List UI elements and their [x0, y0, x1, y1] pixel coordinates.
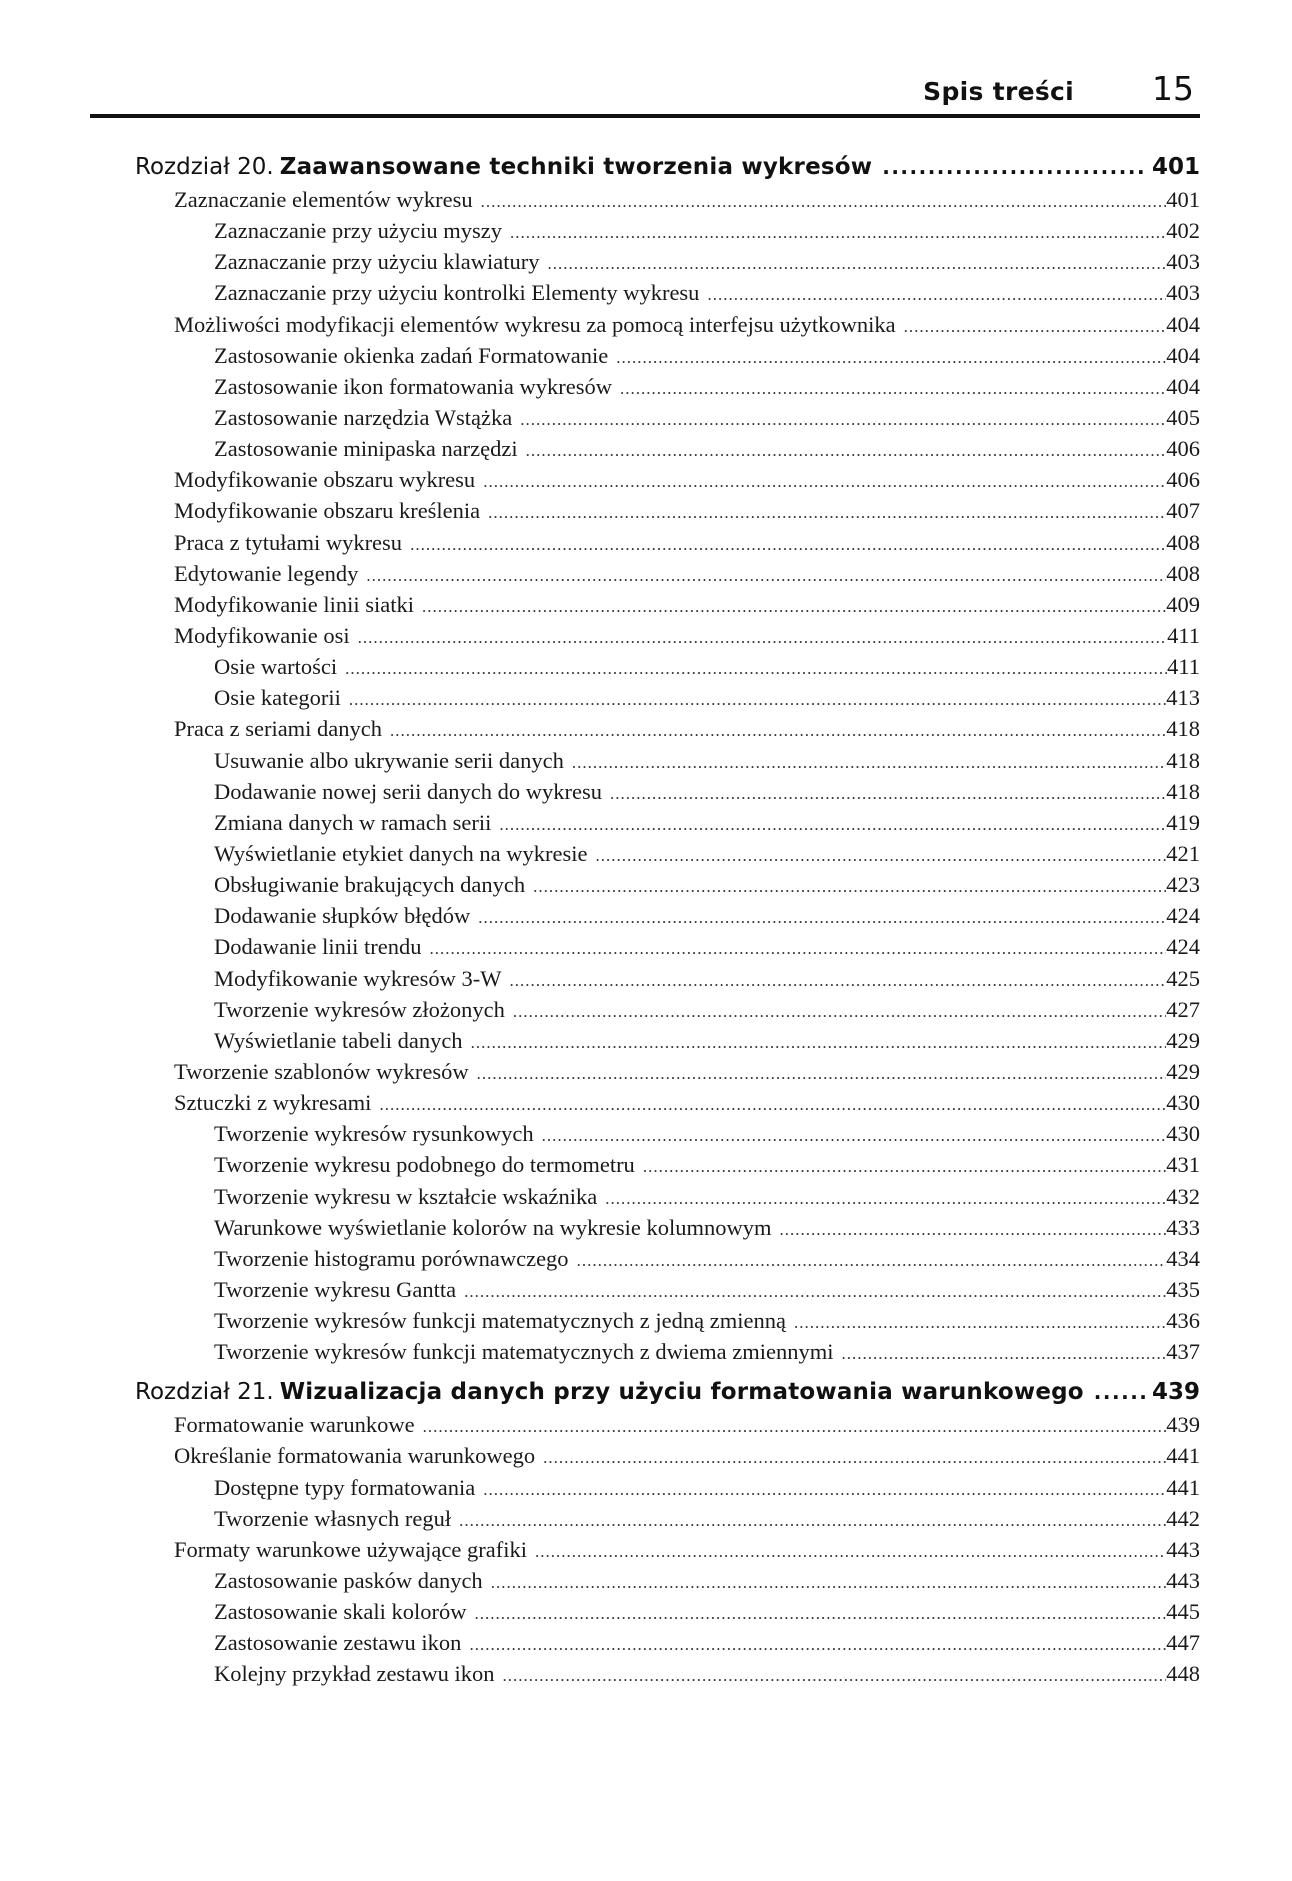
dot-leader — [533, 871, 1166, 902]
toc-entry-title: Sztuczki z wykresami — [174, 1090, 372, 1116]
toc-entry-page: 427 — [1166, 996, 1200, 1022]
toc-subentry[interactable] — [135, 807, 1200, 838]
toc-subentry[interactable] — [135, 838, 1200, 869]
toc-entry-title: Obsługiwanie brakujących danych — [214, 872, 526, 898]
toc-entry-page: 421 — [1166, 840, 1200, 866]
dot-leader — [904, 311, 1167, 342]
toc-subentry[interactable] — [135, 246, 1200, 277]
toc-entry[interactable] — [135, 589, 1200, 620]
chapter-label: Rozdział 20. — [135, 154, 274, 180]
toc-entry-title: Tworzenie wykresów rysunkowych — [214, 1121, 534, 1147]
toc-entry-title: Możliwości modyfikacji elementów wykresu za pomocą interfejsu użytkownika — [174, 311, 896, 337]
toc-entry-page: 411 — [1167, 654, 1200, 680]
dot-leader — [471, 1027, 1167, 1058]
toc-entry-title: Dodawanie linii trendu — [214, 934, 422, 960]
toc-entry-page: 429 — [1166, 1058, 1200, 1084]
toc-entry-title: Zaznaczanie przy użyciu kontrolki Elementy wykresu — [214, 280, 700, 306]
toc-entry-title: Tworzenie wykresu podobnego do termometru — [214, 1152, 635, 1178]
toc-entry-title: Tworzenie wykresu w kształcie wskaźnika — [214, 1183, 598, 1209]
toc-entry-title: Zmiana danych w ramach serii — [214, 809, 492, 835]
toc-subentry[interactable] — [135, 1627, 1200, 1658]
toc-entry-page: 404 — [1166, 373, 1200, 399]
toc-entry-page: 411 — [1167, 622, 1200, 648]
toc-subentry[interactable] — [135, 1243, 1200, 1274]
toc-entry-page: 441 — [1166, 1474, 1200, 1500]
toc-subentry[interactable] — [135, 1149, 1200, 1180]
toc-subentry[interactable] — [135, 1274, 1200, 1305]
toc-subentry[interactable] — [135, 1025, 1200, 1056]
toc-entry-title: Zastosowanie ikon formatowania wykresów — [214, 373, 613, 399]
toc-entry-title: Dodawanie nowej serii danych do wykresu — [214, 778, 603, 804]
toc-entry-title: Zastosowanie minipaska narzędzi — [214, 436, 518, 462]
toc-entry-page: 407 — [1166, 498, 1200, 524]
toc-subentry[interactable] — [135, 340, 1200, 371]
toc-entry-page: 402 — [1166, 218, 1200, 244]
dot-leader — [707, 279, 1166, 310]
chapter-label: Rozdział 21. — [135, 1379, 274, 1406]
toc-entry-page: 436 — [1166, 1308, 1200, 1334]
toc-subentry[interactable] — [135, 963, 1200, 994]
toc-entry-title: Zastosowanie zestawu ikon — [214, 1630, 462, 1656]
toc-subentry[interactable] — [135, 1212, 1200, 1243]
dot-leader — [481, 186, 1167, 217]
chapter-title: Wizualizacja danych przy użyciu formatowania warunkowego — [279, 1379, 1084, 1406]
dot-leader — [535, 1536, 1166, 1567]
running-title: Spis treści — [923, 77, 1074, 106]
dot-leader — [390, 715, 1166, 746]
dot-leader — [616, 342, 1166, 373]
toc-entry-title: Formaty warunkowe używające grafiki — [174, 1536, 527, 1562]
toc-entry-title: Edytowanie legendy — [174, 560, 359, 586]
dot-leader — [349, 684, 1166, 715]
toc-entry-page: 424 — [1166, 934, 1200, 960]
dot-leader — [882, 150, 1148, 184]
toc-entry-title: Określanie formatowania warunkowego — [174, 1443, 536, 1469]
toc-entry-title: Kolejny przykład zestawu ikon — [214, 1661, 495, 1687]
toc-entry-title: Modyfikowanie obszaru kreślenia — [174, 498, 481, 524]
toc-subentry[interactable] — [135, 994, 1200, 1025]
toc-entry-page: 401 — [1166, 187, 1200, 212]
toc-entry-title: Zastosowanie okienka zadań Formatowanie — [214, 342, 609, 368]
toc-entry[interactable] — [135, 527, 1200, 558]
toc-entry-page: 406 — [1166, 467, 1200, 493]
dot-leader — [543, 1442, 1166, 1473]
toc-entry-title: Modyfikowanie obszaru wykresu — [174, 467, 476, 493]
chapter-heading[interactable] — [135, 150, 1200, 184]
toc-entry[interactable] — [135, 464, 1200, 495]
toc-entry-title: Tworzenie wykresu Gantta — [214, 1276, 457, 1302]
dot-leader — [423, 1411, 1167, 1442]
toc-entry-page: 441 — [1166, 1443, 1200, 1469]
toc-entry[interactable] — [135, 1056, 1200, 1087]
toc-entry-title: Modyfikowanie wykresów 3-W — [214, 965, 502, 991]
toc-entry-page: 430 — [1166, 1090, 1200, 1116]
dot-leader — [483, 466, 1166, 497]
toc-entry-title: Modyfikowanie linii siatki — [174, 591, 414, 617]
toc-subentry[interactable] — [135, 433, 1200, 464]
toc-entry[interactable] — [135, 495, 1200, 526]
page-number: 15 — [1152, 69, 1194, 108]
dot-leader — [1094, 1375, 1148, 1409]
toc-entry[interactable] — [135, 713, 1200, 744]
toc-subentry[interactable] — [135, 1118, 1200, 1149]
toc-entry-title: Warunkowe wyświetlanie kolorów na wykresie kolumnowym — [214, 1214, 772, 1240]
toc-subentry[interactable] — [135, 1181, 1200, 1212]
toc-entry-page: 403 — [1166, 280, 1200, 306]
chapter-heading[interactable] — [135, 1375, 1200, 1409]
toc-entry-title: Zastosowanie narzędzia Wstążka — [214, 404, 513, 430]
toc-subentry[interactable] — [135, 682, 1200, 713]
toc-entry-title: Zaznaczanie przy użyciu myszy — [214, 218, 502, 244]
dot-leader — [358, 622, 1167, 653]
toc-entry-page: 437 — [1166, 1339, 1200, 1365]
dot-leader — [379, 1089, 1166, 1120]
toc-subentry[interactable] — [135, 1305, 1200, 1336]
toc-entry-page: 430 — [1166, 1121, 1200, 1147]
toc-subentry[interactable] — [135, 402, 1200, 433]
dot-leader — [605, 1183, 1166, 1214]
toc-entry-page: 408 — [1166, 529, 1200, 555]
toc-entry-page: 409 — [1166, 591, 1200, 617]
dot-leader — [345, 653, 1167, 684]
chapter-page: 439 — [1151, 1379, 1200, 1406]
toc-entry[interactable] — [135, 1440, 1200, 1471]
toc-entry-title: Praca z tytułami wykresu — [174, 529, 403, 555]
dot-leader — [366, 560, 1166, 591]
toc-entry-page: 442 — [1166, 1505, 1200, 1531]
toc-subentry[interactable] — [135, 1565, 1200, 1596]
toc-entry-page: 433 — [1166, 1214, 1200, 1240]
toc-entry-page: 445 — [1166, 1599, 1200, 1625]
dot-leader — [520, 404, 1166, 435]
toc-entry-page: 429 — [1166, 1027, 1200, 1053]
dot-leader — [491, 1567, 1167, 1598]
toc-entry-page: 423 — [1166, 872, 1200, 898]
toc-subentry[interactable] — [135, 776, 1200, 807]
dot-leader — [459, 1505, 1166, 1536]
toc-entry[interactable] — [135, 184, 1200, 215]
toc-subentry[interactable] — [135, 745, 1200, 776]
toc-entry-page: 439 — [1166, 1412, 1200, 1438]
chapter-title: Zaawansowane techniki tworzenia wykresów — [279, 154, 873, 180]
toc-entry-title: Tworzenie wykresów funkcji matematycznych z dwiema zmiennymi — [214, 1339, 834, 1365]
toc-subentry[interactable] — [135, 1658, 1200, 1689]
dot-leader — [542, 1120, 1167, 1151]
dot-leader — [577, 1245, 1167, 1276]
toc-entry-title: Wyświetlanie tabeli danych — [214, 1027, 463, 1053]
toc-entry-page: 418 — [1166, 747, 1200, 773]
toc-subentry[interactable] — [135, 1472, 1200, 1503]
toc-subentry[interactable] — [135, 1336, 1200, 1367]
dot-leader — [488, 497, 1166, 528]
dot-leader — [510, 217, 1166, 248]
toc-subentry[interactable] — [135, 1503, 1200, 1534]
toc-subentry[interactable] — [135, 1596, 1200, 1627]
toc-subentry[interactable] — [135, 277, 1200, 308]
toc-entry[interactable] — [135, 1087, 1200, 1118]
dot-leader — [474, 1598, 1166, 1629]
dot-leader — [620, 373, 1166, 404]
toc-entry-title: Zaznaczanie przy użyciu klawiatury — [214, 249, 540, 275]
toc-entry[interactable] — [135, 1534, 1200, 1565]
toc-entry-title: Tworzenie wykresów złożonych — [214, 996, 505, 1022]
dot-leader — [410, 529, 1166, 560]
toc-entry-title: Modyfikowanie osi — [174, 622, 350, 648]
toc-entry-title: Dodawanie słupków błędów — [214, 903, 471, 929]
toc-entry-page: 419 — [1166, 809, 1200, 835]
toc-subentry[interactable] — [135, 869, 1200, 900]
toc-entry-title: Zastosowanie pasków danych — [214, 1568, 483, 1594]
toc-entry-page: 432 — [1166, 1183, 1200, 1209]
toc-entry-title: Tworzenie własnych reguł — [214, 1505, 452, 1531]
table-of-contents — [135, 150, 1200, 1690]
toc-entry-page: 403 — [1166, 249, 1200, 275]
toc-entry-page: 404 — [1166, 342, 1200, 368]
dot-leader — [469, 1629, 1166, 1660]
toc-entry-page: 425 — [1166, 965, 1200, 991]
dot-leader — [483, 1474, 1166, 1505]
dot-leader — [779, 1214, 1166, 1245]
dot-leader — [526, 435, 1167, 466]
toc-subentry[interactable] — [135, 651, 1200, 682]
toc-entry-page: 405 — [1166, 404, 1200, 430]
toc-entry-page: 408 — [1166, 560, 1200, 586]
toc-entry[interactable] — [135, 309, 1200, 340]
toc-entry-page: 448 — [1166, 1661, 1200, 1687]
toc-entry-page: 447 — [1166, 1630, 1200, 1656]
toc-entry-page: 418 — [1166, 778, 1200, 804]
dot-leader — [572, 747, 1166, 778]
dot-leader — [841, 1338, 1166, 1369]
toc-entry-page: 435 — [1166, 1276, 1200, 1302]
toc-entry-title: Formatowanie warunkowe — [174, 1412, 415, 1438]
dot-leader — [477, 1058, 1167, 1089]
dot-leader — [509, 965, 1166, 996]
toc-entry-page: 431 — [1166, 1152, 1200, 1178]
toc-subentry[interactable] — [135, 900, 1200, 931]
dot-leader — [478, 902, 1166, 933]
toc-entry-page: 424 — [1166, 903, 1200, 929]
toc-entry-title: Tworzenie wykresów funkcji matematycznych z jedną zmienną — [214, 1308, 786, 1334]
chapter-page: 401 — [1151, 154, 1200, 180]
toc-entry-title: Zaznaczanie elementów wykresu — [174, 187, 473, 212]
toc-entry-page: 418 — [1166, 716, 1200, 742]
dot-leader — [422, 591, 1166, 622]
toc-entry-page: 434 — [1166, 1245, 1200, 1271]
toc-entry-title: Zastosowanie skali kolorów — [214, 1599, 467, 1625]
page-header — [90, 70, 1200, 118]
dot-leader — [513, 996, 1166, 1027]
dot-leader — [643, 1151, 1166, 1182]
toc-subentry[interactable] — [135, 371, 1200, 402]
dot-leader — [503, 1660, 1167, 1691]
toc-entry[interactable] — [135, 620, 1200, 651]
toc-entry-title: Wyświetlanie etykiet danych na wykresie — [214, 840, 588, 866]
toc-entry-title: Osie wartości — [214, 654, 338, 680]
toc-entry-title: Tworzenie szablonów wykresów — [174, 1058, 469, 1084]
toc-entry[interactable] — [135, 1409, 1200, 1440]
toc-entry-title: Usuwanie albo ukrywanie serii danych — [214, 747, 564, 773]
dot-leader — [499, 809, 1166, 840]
toc-entry-title: Praca z seriami danych — [174, 716, 383, 742]
toc-entry-page: 404 — [1166, 311, 1200, 337]
toc-entry-title: Tworzenie histogramu porównawczego — [214, 1245, 569, 1271]
toc-entry-page: 443 — [1166, 1536, 1200, 1562]
dot-leader — [429, 933, 1166, 964]
toc-entry-page: 406 — [1166, 436, 1200, 462]
toc-subentry[interactable] — [135, 215, 1200, 246]
dot-leader — [610, 778, 1166, 809]
dot-leader — [547, 248, 1166, 279]
dot-leader — [596, 840, 1167, 871]
dot-leader — [464, 1276, 1166, 1307]
toc-entry-title: Dostępne typy formatowania — [214, 1474, 476, 1500]
toc-entry-page: 443 — [1166, 1568, 1200, 1594]
toc-entry-page: 413 — [1166, 685, 1200, 711]
toc-entry[interactable] — [135, 558, 1200, 589]
toc-entry-title: Osie kategorii — [214, 685, 341, 711]
toc-subentry[interactable] — [135, 931, 1200, 962]
dot-leader — [794, 1307, 1166, 1338]
